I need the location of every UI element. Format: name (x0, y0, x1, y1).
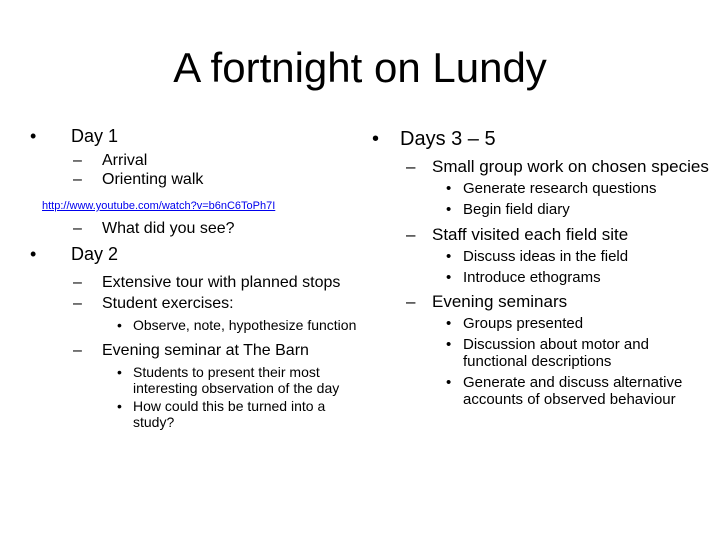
bullet-day-2: • Day 2 (30, 244, 119, 264)
youtube-link[interactable]: http://www.youtube.com/watch?v=b6nC6ToPh7I (42, 200, 276, 212)
bullet-dot: • (30, 244, 37, 264)
sub-bullet-evening-seminars: – Evening seminars (406, 292, 568, 311)
dash-bullet: – (73, 152, 82, 169)
sub-sub-bullet-discuss-ideas: • Discuss ideas in the field (446, 248, 629, 265)
sub-sub-bullet-turn-into-study: • How could this be turned into a study? (117, 398, 326, 430)
dash-bullet: – (73, 295, 82, 312)
sub-bullet-extensive-tour: – Extensive tour with planned stops (73, 274, 341, 291)
sub-sub-bullet-research-questions: • Generate research questions (446, 180, 657, 197)
sub-sub-bullet-ethograms: • Introduce ethograms (446, 268, 601, 286)
sub-bullet-arrival: – Arrival (73, 152, 148, 169)
bullet-dot: • (446, 335, 452, 353)
bullet-dot: • (446, 200, 452, 218)
sub-sub-bullet-motor-functional: • Discussion about motor and functional descriptions (446, 335, 649, 370)
sub-bullet-orienting-walk: – Orienting walk (73, 171, 204, 188)
bullet-dot: • (446, 180, 452, 197)
slide-title: A fortnight on Lundy (173, 44, 547, 91)
sub-bullet-student-exercises: – Student exercises: (73, 295, 234, 312)
sub-sub-bullet-field-diary: • Begin field diary (446, 200, 570, 218)
sub-sub-bullet-observe: • Observe, note, hypothesize function (117, 317, 357, 333)
sub-bullet-staff-visited: – Staff visited each field site (406, 225, 629, 244)
sub-sub-bullet-alternative-accounts: • Generate and discuss alternative accounts of observed behaviour (446, 373, 683, 408)
dash-bullet: – (73, 274, 82, 291)
dash-bullet: – (406, 292, 416, 311)
bullet-dot: • (446, 268, 452, 286)
sub-bullet-small-group: – Small group work on chosen species (406, 157, 709, 176)
bullet-days-3-5: • Days 3 – 5 (372, 128, 496, 150)
bullet-dot: • (30, 126, 37, 146)
sub-sub-bullet-groups-presented: • Groups presented (446, 315, 584, 332)
dash-bullet: – (73, 220, 82, 237)
left-column-lower (30, 219, 360, 430)
bullet-dot: • (446, 248, 452, 265)
bullet-day-1: • Day 1 (30, 126, 119, 146)
sub-bullet-evening-seminar: – Evening seminar at The Barn (73, 342, 309, 359)
bullet-dot: • (117, 398, 122, 414)
bullet-dot: • (446, 373, 452, 391)
dash-bullet: – (406, 157, 416, 176)
bullet-dot: • (117, 317, 122, 333)
left-column (30, 125, 360, 189)
bullet-dot: • (446, 315, 452, 332)
dash-bullet: – (73, 171, 82, 188)
sub-bullet-what-did-you-see: – What did you see? (73, 220, 235, 237)
dash-bullet: – (73, 342, 82, 359)
dash-bullet: – (406, 225, 416, 244)
right-column (372, 127, 712, 409)
bullet-dot: • (117, 364, 122, 380)
bullet-dot: • (372, 128, 380, 150)
sub-sub-bullet-students-present: • Students to present their most interesting observation of the day (117, 364, 340, 396)
